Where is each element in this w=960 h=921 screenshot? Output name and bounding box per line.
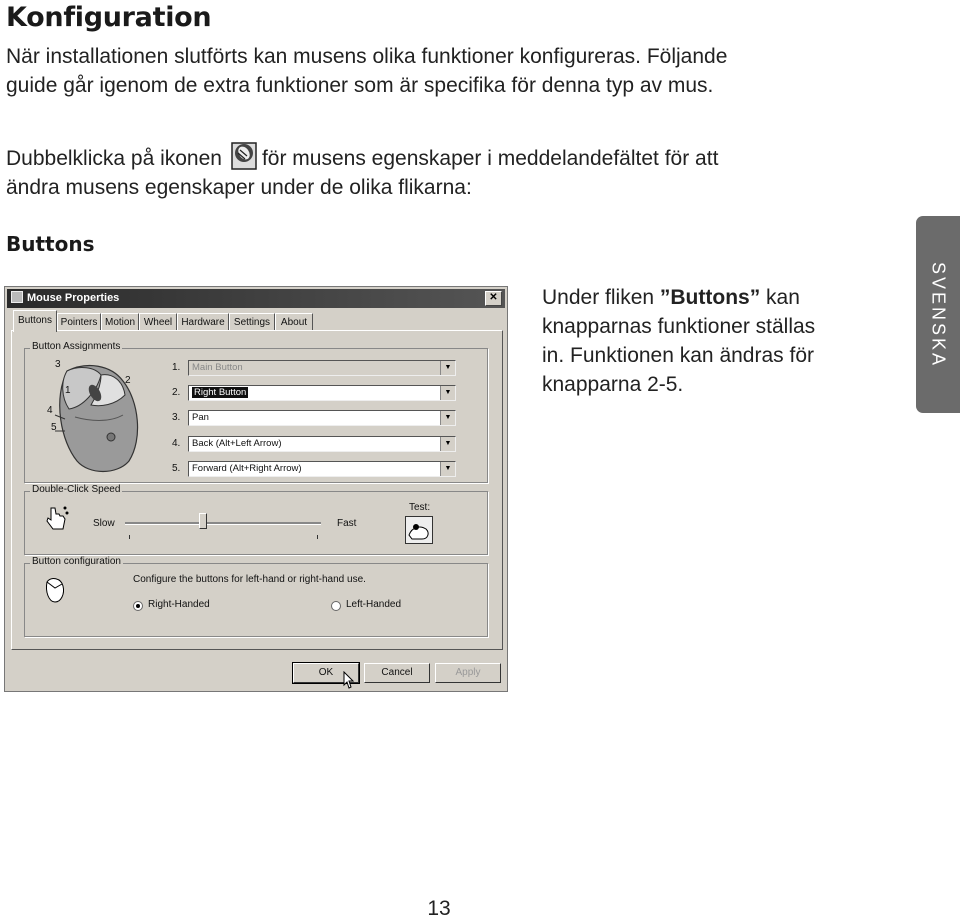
language-tab <box>916 216 960 413</box>
instruction-paragraph <box>6 137 718 202</box>
test-area-icon[interactable] <box>405 516 433 544</box>
group-label: Button configuration <box>32 556 121 567</box>
instruction-text: Dubbelklicka på ikonen <box>6 147 222 170</box>
apply-button[interactable]: Apply <box>435 663 501 683</box>
chevron-down-icon: ▼ <box>440 437 455 451</box>
dialog-title: Mouse Properties <box>27 292 120 304</box>
ok-button[interactable]: OK <box>293 663 359 683</box>
button5-select[interactable] <box>188 461 456 477</box>
diagram-label-1: 1 <box>65 385 71 396</box>
select-value: Right Button <box>194 387 247 398</box>
test-label: Test: <box>409 502 431 513</box>
row-number: 3. <box>172 412 181 423</box>
tab-motion[interactable]: Motion <box>101 313 139 331</box>
slider-tick <box>317 535 318 539</box>
dialog-title-bar <box>7 289 505 308</box>
tab-wheel[interactable]: Wheel <box>139 313 177 331</box>
intro-line: guide går igenom de extra funktioner som är specifika för denna typ av mus. <box>6 74 714 97</box>
slow-label: Slow <box>93 518 115 529</box>
diagram-label-5: 5 <box>51 422 57 433</box>
button3-select[interactable] <box>188 410 456 426</box>
group-label: Button Assignments <box>32 341 121 352</box>
speed-slider-track[interactable] <box>125 522 321 525</box>
speed-slider-thumb[interactable] <box>199 513 207 529</box>
chevron-down-icon: ▼ <box>440 411 455 425</box>
desc-line: knapparna 2-5. <box>542 373 684 396</box>
cursor-arrow-icon <box>343 671 355 692</box>
instruction-text: för musens egenskaper i meddelandefältet för att <box>261 147 719 170</box>
tab-panel <box>11 330 503 650</box>
mouse-tray-icon <box>230 137 258 173</box>
select-value: Main Button <box>192 362 243 373</box>
left-handed-label: Left-Handed <box>346 599 402 610</box>
mouse-icon <box>11 291 23 303</box>
intro-line: När installationen slutförts kan musens olika funktioner konfigureras. Följande <box>6 45 728 68</box>
section-heading: Buttons <box>6 232 95 256</box>
tab-buttons[interactable]: Buttons <box>13 310 57 332</box>
desc-line: in. Funktionen kan ändras för <box>542 344 814 367</box>
page-title: Konfiguration <box>6 2 212 33</box>
pointer-hand-icon <box>45 504 69 535</box>
chevron-down-icon: ▼ <box>440 386 455 400</box>
fast-label: Fast <box>337 518 357 529</box>
cancel-button[interactable]: Cancel <box>364 663 430 683</box>
button4-select[interactable] <box>188 436 456 452</box>
row-number: 2. <box>172 387 181 398</box>
tab-settings[interactable]: Settings <box>229 313 275 331</box>
select-value: Pan <box>192 412 209 423</box>
desc-line: knapparnas funktioner ställas <box>542 315 816 338</box>
select-value: Forward (Alt+Right Arrow) <box>192 463 302 474</box>
instruction-line: ändra musens egenskaper under de olika flikarna: <box>6 176 472 199</box>
config-description: Configure the buttons for left-hand or right-hand use. <box>133 574 366 585</box>
desc-text: kan <box>760 286 800 309</box>
chevron-down-icon: ▼ <box>440 361 455 375</box>
diagram-label-4: 4 <box>47 405 53 416</box>
language-label: SVENSKA <box>928 261 949 368</box>
diagram-label-3: 3 <box>55 359 61 370</box>
group-label: Double-Click Speed <box>32 484 121 495</box>
select-value: Back (Alt+Left Arrow) <box>192 438 282 449</box>
mouse-properties-dialog <box>4 286 508 692</box>
mouse-diagram <box>39 361 149 477</box>
desc-bold: ”Buttons” <box>659 286 761 309</box>
row-number: 1. <box>172 362 181 373</box>
tab-pointers[interactable]: Pointers <box>57 313 101 331</box>
buttons-description <box>542 283 815 399</box>
page-number: 13 <box>427 897 451 920</box>
chevron-down-icon: ▼ <box>440 462 455 476</box>
row-number: 4. <box>172 438 181 449</box>
button-configuration-group <box>24 556 488 637</box>
double-click-speed-group <box>24 484 488 555</box>
tab-about[interactable]: About <box>275 313 313 331</box>
desc-text: Under fliken <box>542 286 660 309</box>
left-handed-radio[interactable] <box>331 601 341 611</box>
diagram-label-2: 2 <box>125 375 131 386</box>
tab-hardware[interactable]: Hardware <box>177 313 229 331</box>
button1-select <box>188 360 456 376</box>
button-assignments-group <box>24 341 488 483</box>
row-number: 5. <box>172 463 181 474</box>
right-handed-radio[interactable] <box>133 601 143 611</box>
close-button[interactable]: ✕ <box>485 291 502 306</box>
mouse-icon <box>43 576 67 607</box>
slider-tick <box>129 535 130 539</box>
intro-paragraph <box>6 42 727 100</box>
button2-select[interactable] <box>188 385 456 401</box>
right-handed-label: Right-Handed <box>148 599 210 610</box>
